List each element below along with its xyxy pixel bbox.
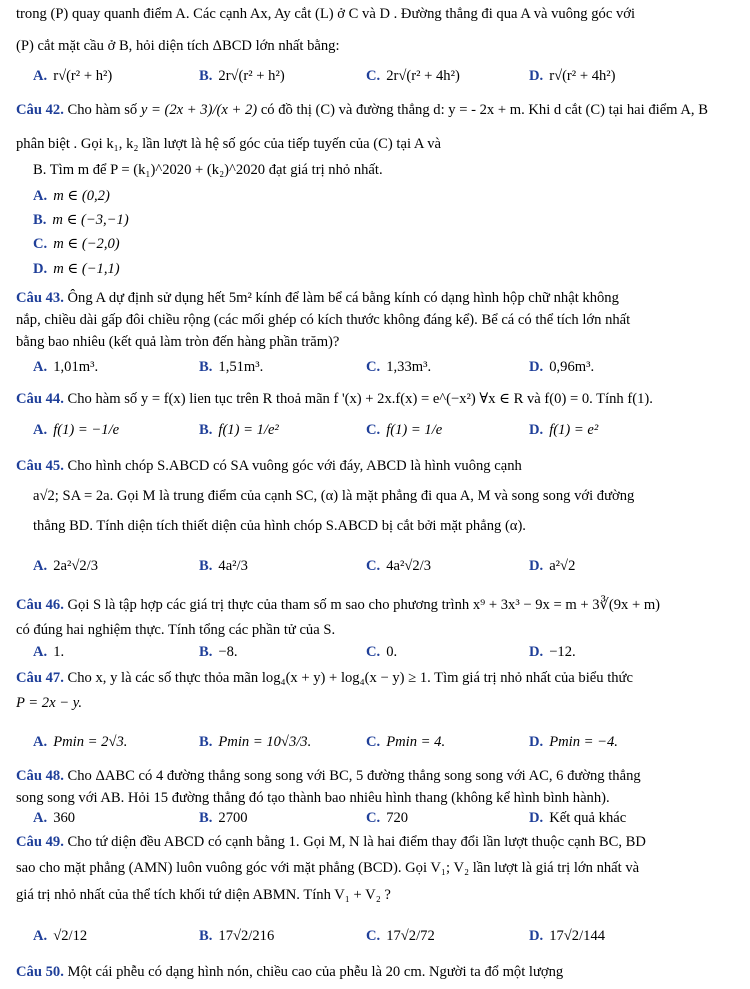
option-c: C. 1,33m³.	[366, 359, 432, 375]
text-line: a√2; SA = 2a. Gọi M là trung điểm của cạnh SC, (α) là mặt phẳng đi qua A, M và song song với đường	[33, 488, 635, 504]
text-line: song song với AB. Hỏi 15 đường thẳng đó tạo thành bao nhiêu hình thang (không kể hình bình hành).	[16, 790, 610, 806]
option-b: B. m ∈ (−3,−1)	[33, 212, 129, 228]
question-47: Câu 47. Cho x, y là các số thực thỏa mãn log₄(x + y) + log₄(x − y) ≥ 1. Tìm giá trị nhỏ nhất của biểu thức	[16, 670, 633, 686]
question-42: Câu 42. Cho hàm số y = (2x + 3)/(x + 2) có đồ thị (C) và đường thẳng d: y = - 2x + m. Khi d cắt (C) tại hai điểm A, B	[16, 102, 708, 118]
text-line: P = 2x − y.	[16, 695, 83, 711]
option-d: D. 17√2/144	[529, 928, 606, 944]
option-b: B. 2700	[199, 810, 248, 826]
question-label: Câu 46.	[16, 597, 64, 613]
question-label: Câu 43.	[16, 290, 64, 306]
option-b: B. f(1) = 1/e²	[199, 422, 279, 438]
option-c: C. m ∈ (−2,0)	[33, 236, 120, 252]
text-line: phân biệt . Gọi k₁, k₂ lần lượt là hệ số góc của tiếp tuyến của (C) tại A và	[16, 136, 441, 152]
option-d: D. −12.	[529, 644, 576, 660]
option-b: B. 17√2/216	[199, 928, 275, 944]
option-a: A. 1.	[33, 644, 65, 660]
question-label: Câu 50.	[16, 964, 64, 980]
option-a: A. 360	[33, 810, 76, 826]
text-line: sao cho mặt phẳng (AMN) luôn vuông góc với mặt phẳng (BCD). Gọi V₁; V₂ lần lượt là giá trị lớn nhất và	[16, 860, 640, 876]
text-line: giá trị nhỏ nhất của thể tích khối tứ diện ABMN. Tính V₁ + V₂ ?	[16, 887, 391, 903]
option-d: D. r√(r² + 4h²)	[529, 68, 616, 84]
option-a: A. r√(r² + h²)	[33, 68, 113, 84]
option-a: A. f(1) = −1/e	[33, 422, 120, 438]
option-a: A. 1,01m³.	[33, 359, 99, 375]
text-line: (P) cắt mặt cầu ở B, hỏi diện tích ΔBCD lớn nhất bằng:	[16, 38, 340, 54]
text-line: nắp, chiều dài gấp đôi chiều rộng (các mối ghép có kích thước không đáng kể). Bể cá có thể tích lớn nhất	[16, 312, 631, 328]
question-label: Câu 49.	[16, 834, 64, 850]
question-50: Câu 50. Một cái phễu có dạng hình nón, chiều cao của phễu là 20 cm. Người ta đổ một lượng	[16, 964, 564, 980]
option-c: C. 0.	[366, 644, 398, 660]
option-a: A. m ∈ (0,2)	[33, 188, 110, 204]
option-d: D. f(1) = e²	[529, 422, 599, 438]
option-b: B. 4a²/3	[199, 558, 248, 574]
text-line: có đúng hai nghiệm thực. Tính tổng các phần tử của S.	[16, 622, 336, 638]
question-label: Câu 48.	[16, 768, 64, 784]
option-c: C. 17√2/72	[366, 928, 435, 944]
option-d: D. Pmin = −4.	[529, 734, 618, 750]
text-line: thẳng BD. Tính diện tích thiết diện của hình chóp S.ABCD bị cắt bởi mặt phẳng (α).	[33, 518, 526, 534]
question-label: Câu 45.	[16, 458, 64, 474]
text-line: bằng bao nhiêu (kết quả làm tròn đến hàng phần trăm)?	[16, 334, 340, 350]
option-d: D. 0,96m³.	[529, 359, 595, 375]
option-d: D. a²√2	[529, 558, 576, 574]
option-a: A. Pmin = 2√3.	[33, 734, 128, 750]
option-c: C. 2r√(r² + 4h²)	[366, 68, 460, 84]
question-label: Câu 44.	[16, 391, 64, 407]
option-a: A. √2/12	[33, 928, 88, 944]
text-line: B. Tìm m để P = (k₁)^2020 + (k₂)^2020 đạt giá trị nhỏ nhất.	[33, 162, 383, 178]
text-line: trong (P) quay quanh điểm A. Các cạnh Ax, Ay cắt (L) ở C và D . Đường thẳng đi qua A và vuông góc với	[16, 6, 636, 22]
option-c: C. f(1) = 1/e	[366, 422, 443, 438]
option-b: B. 2r√(r² + h²)	[199, 68, 285, 84]
question-44: Câu 44. Cho hàm số y = f(x) lien tục trên R thoả mãn f '(x) + 2x.f(x) = e^(−x²) ∀x ∈ R và f(0) = 0. Tính f(1).	[16, 391, 653, 407]
option-b: B. −8.	[199, 644, 238, 660]
option-d: D. Kết quả khác	[529, 810, 627, 826]
option-b: B. Pmin = 10√3/3.	[199, 734, 312, 750]
question-48: Câu 48. Cho ΔABC có 4 đường thẳng song song với BC, 5 đường thẳng song song với AC, 6 đường thẳng	[16, 768, 641, 784]
option-d: D. m ∈ (−1,1)	[33, 261, 120, 277]
option-c: C. Pmin = 4.	[366, 734, 446, 750]
option-a: A. 2a²√2/3	[33, 558, 99, 574]
option-c: C. 4a²√2/3	[366, 558, 432, 574]
question-49: Câu 49. Cho tứ diện đều ABCD có cạnh bằng 1. Gọi M, N là hai điểm thay đổi lần lượt thuộc cạnh BC, BD	[16, 834, 646, 850]
option-c: C. 720	[366, 810, 409, 826]
question-label: Câu 42.	[16, 102, 64, 118]
question-43: Câu 43. Ông A dự định sử dụng hết 5m² kính để làm bể cá bằng kính có dạng hình hộp chữ nhật không	[16, 290, 619, 306]
question-label: Câu 47.	[16, 670, 64, 686]
option-b: B. 1,51m³.	[199, 359, 264, 375]
question-46: Câu 46. Gọi S là tập hợp các giá trị thực của tham số m sao cho phương trình x⁹ + 3x³ − 9x = m + 3∛(9x + m)	[16, 597, 661, 613]
question-45: Câu 45. Cho hình chóp S.ABCD có SA vuông góc với đáy, ABCD là hình vuông cạnh	[16, 458, 522, 474]
